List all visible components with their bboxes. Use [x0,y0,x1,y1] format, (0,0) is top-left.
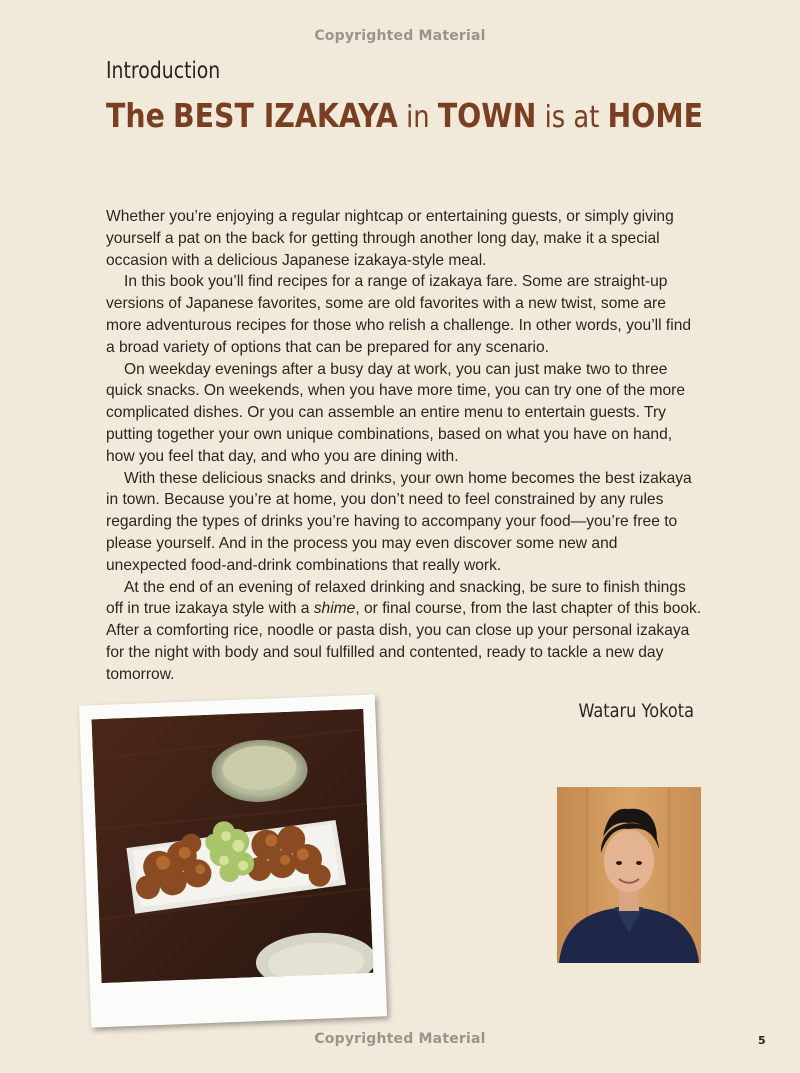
headline-word: The [106,96,165,135]
page-number: 5 [758,1034,766,1047]
paragraph-text: With these delicious snacks and drinks, your own home becomes the best izakaya in town. Because you’re at home, you don’t need to feel constrained by any rules regarding the types of drinks you’re having to accompany your food—you’re free to please yourself. And in the process you may even discover some new and unexpected food-and-drink combinations that really work. [106,469,692,574]
author-signature: Wataru Yokota [578,700,694,722]
paragraph-text: On weekday evenings after a busy day at work, you can just make two to three quick snacks. On weekends, when you have more time, you can try one of the more complicated dishes. Or you can assemble an entire menu to entertain guests. Try putting together your own unique combinations, based on what you have on hand, how you feel that day, and who you are dining with. [106,360,685,465]
author-portrait [557,787,701,963]
headline-word: TOWN [437,96,537,135]
body-paragraph [106,206,702,271]
paragraph-text: In this book you’ll find recipes for a range of izakaya fare. Some are straight-up versions of Japanese favorites, some are old favorites with a new twist, some are more adventurous recipes for those who relish a challenge. In other words, you’ll find a broad variety of options that can be prepared for any scenario. [106,273,692,356]
body-paragraph [106,577,702,686]
body-paragraph [106,271,702,358]
body-paragraph [106,359,702,468]
food-photo-polaroid [79,694,387,1027]
headline-word: is at [544,100,600,135]
headline-word: BEST IZAKAYA [173,96,398,135]
headline-word: HOME [607,96,704,135]
fried-chicken-photo [91,709,373,983]
paragraph-text: , or final course, from the last chapter of this book. After a comforting rice, noodle or pasta dish, you can close up your personal izakaya for the night with body and soul fulfilled and contented, ready to tackle a new day tomorrow. [106,600,702,683]
copyright-watermark-top: Copyrighted Material [314,28,486,44]
headline-word: in [406,100,430,135]
paragraph-text: Whether you’re enjoying a regular nightcap or entertaining guests, or simply giving yourself a pat on the back for getting through another long day, make it a special occasion with a delicious Japanese izakaya-style meal. [106,208,674,269]
paragraph-text: At the end of an evening of relaxed drinking and snacking, be sure to finish things off in true izakaya style with a [106,578,686,618]
introduction-body [106,206,702,686]
body-paragraph [106,468,702,577]
copyright-watermark-bottom: Copyrighted Material [314,1031,486,1047]
page-headline [106,96,703,135]
section-kicker: Introduction [106,58,221,84]
italic-term: shime [313,600,356,618]
